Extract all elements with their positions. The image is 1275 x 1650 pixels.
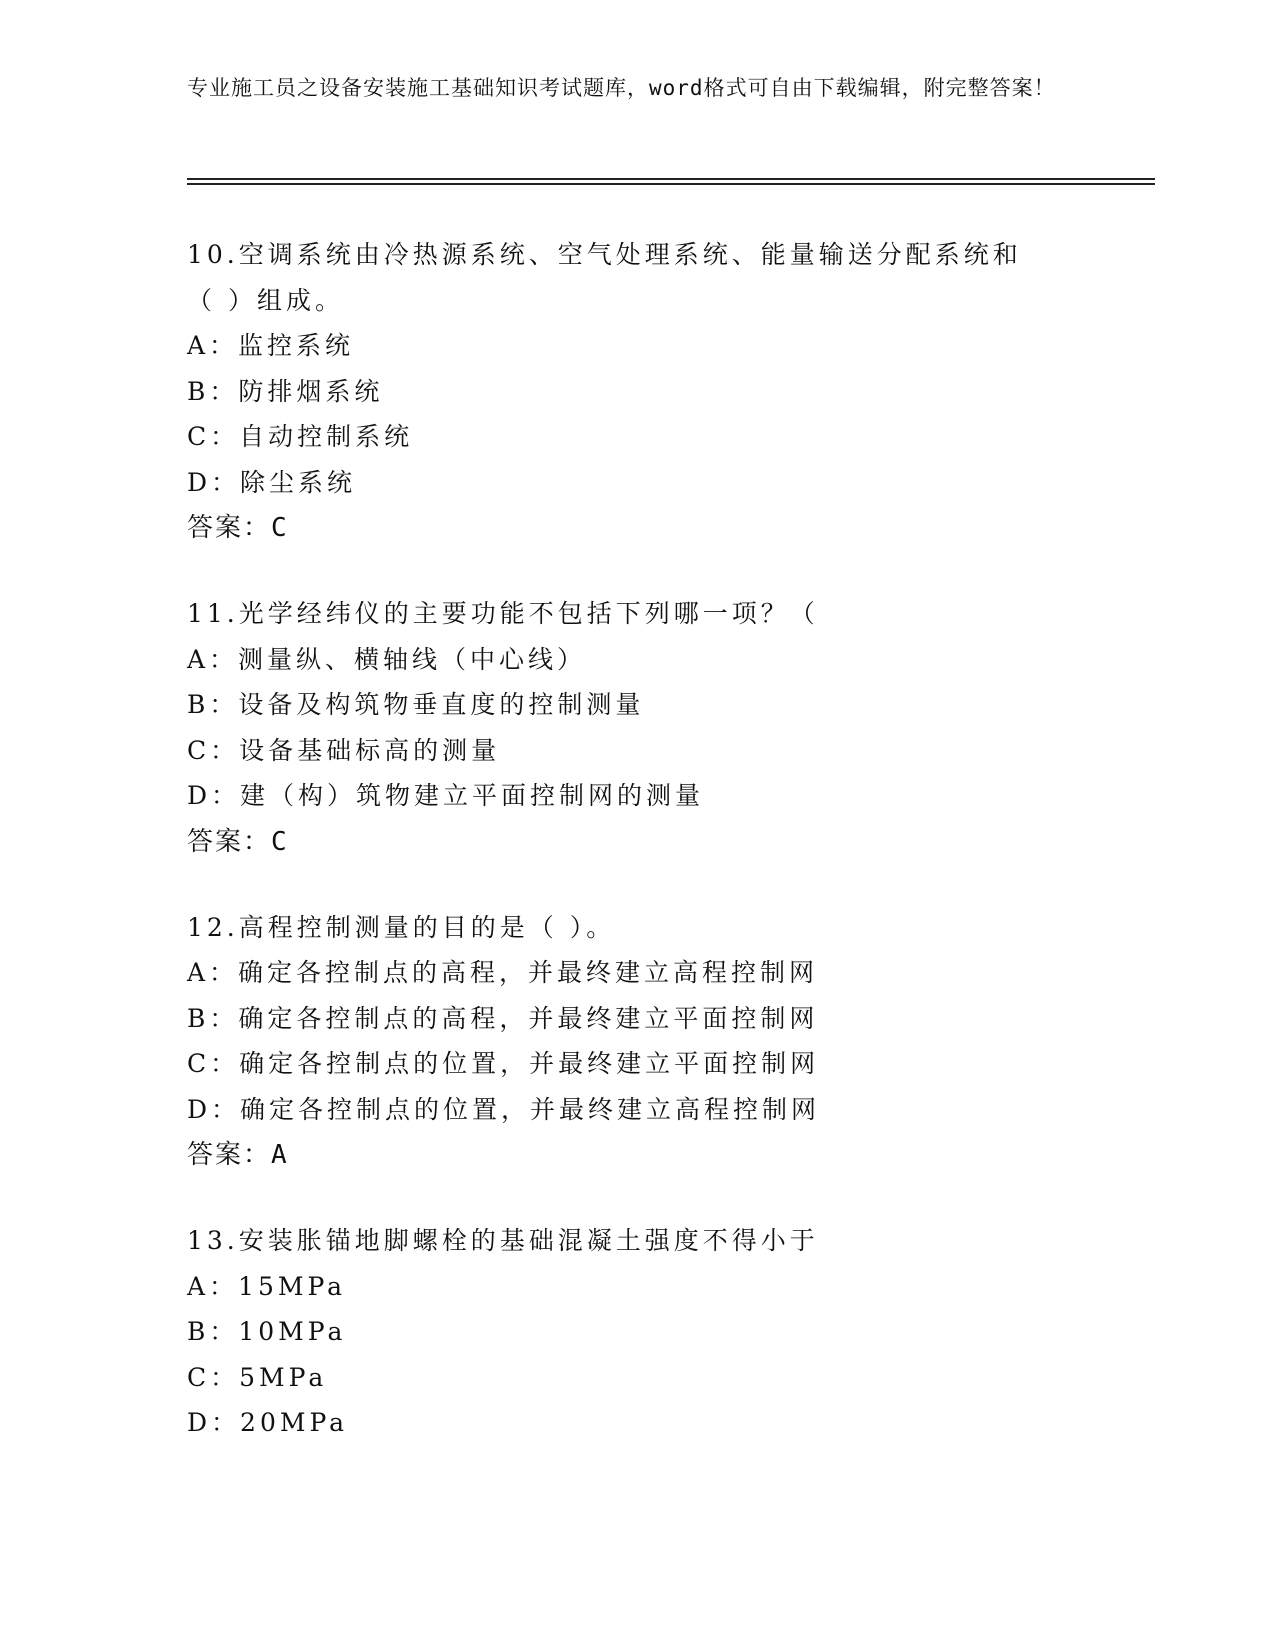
answer-line: 答案：A [187,1140,289,1170]
answer-line: 答案：C [187,826,289,857]
option-a: A：15MPa [187,1271,347,1301]
document-header: 专业施工员之设备安装施工基础知识考试题库，word格式可自由下载编辑，附完整答案！ [187,76,1056,100]
question-stem: 12.高程控制测量的目的是（ ）。 [187,912,616,942]
question-11 [187,591,1087,865]
option-d: D：除尘系统 [187,467,357,497]
question-12 [187,905,1087,1179]
question-stem: 13.安装胀锚地脚螺栓的基础混凝土强度不得小于 [187,1226,819,1255]
option-b: B：设备及构筑物垂直度的控制测量 [187,690,645,719]
option-d: D：建（构）筑物建立平面控制网的测量 [187,781,705,810]
question-13 [187,1218,1087,1446]
option-a: A：确定各控制点的高程，并最终建立高程控制网 [187,958,819,987]
option-c: C：确定各控制点的位置，并最终建立平面控制网 [187,1049,820,1078]
option-c: C：5MPa [187,1362,328,1392]
option-b: B：10MPa [187,1317,347,1346]
option-d: D：确定各控制点的位置，并最终建立高程控制网 [187,1094,821,1124]
option-c: C：设备基础标高的测量 [187,735,501,765]
option-a: A：测量纵、横轴线（中心线） [187,644,587,674]
header-divider-top [187,178,1155,180]
option-b: B：防排烟系统 [187,376,384,406]
question-list [187,232,1087,1486]
question-10 [187,232,1087,551]
option-d: D：20MPa [187,1408,349,1437]
option-b: B：确定各控制点的高程，并最终建立平面控制网 [187,1003,819,1033]
header-divider-bottom [187,183,1155,185]
question-stem: 10.空调系统由冷热源系统、空气处理系统、能量输送分配系统和（ ）组成。 [187,240,1022,315]
option-c: C：自动控制系统 [187,422,414,451]
option-a: A：监控系统 [187,331,355,360]
question-stem: 11.光学经纬仪的主要功能不包括下列哪一项？（ [187,599,819,628]
answer-line: 答案：C [187,513,289,543]
